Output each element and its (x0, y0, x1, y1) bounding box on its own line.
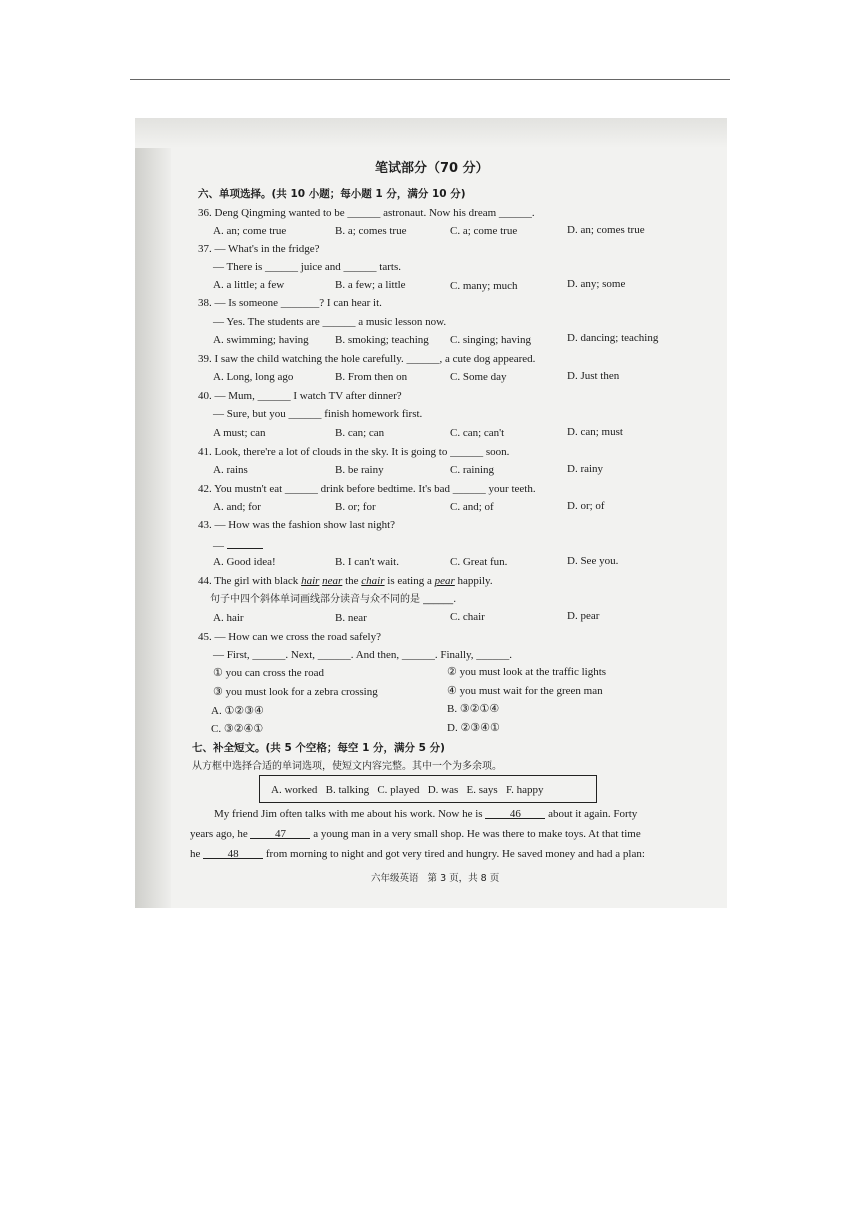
section-title: 笔试部分（70 分） (375, 161, 489, 176)
q45-stem2: — First, ______. Next, ______. And then, ______. Finally, ______. (213, 649, 513, 661)
q42-stem: 42. You mustn't eat ______ drink before bedtime. It's bad ______ your teeth. (198, 483, 536, 495)
q38-stem: 38. — Is someone _______? I can hear it. (198, 297, 382, 309)
passage-text-2b: a young man in a very small shop. He was there to make toys. At that time (313, 828, 641, 840)
q42-opt-c: C. and; of (450, 501, 494, 513)
q39-opt-d: D. Just then (567, 370, 620, 382)
q40-opt-a: A must; can (213, 427, 266, 439)
page-top-rule (130, 79, 730, 80)
q44-word-near: near (322, 575, 343, 587)
q44-opt-c: C. chair (450, 611, 485, 623)
section7-instruction: 从方框中选择合适的单词选项，使短文内容完整。其中一个为多余项。 (192, 761, 502, 772)
q43-opt-a: A. Good idea! (213, 556, 276, 568)
q42-opt-d: D. or; of (567, 500, 605, 512)
q38-opt-a: A. swimming; having (213, 334, 309, 346)
q43-opt-c: C. Great fun. (450, 556, 508, 568)
q44-word-hair: hair (301, 575, 320, 587)
q37-stem2: — There is ______ juice and ______ tarts. (213, 261, 401, 273)
q42-opt-b: B. or; for (335, 501, 376, 513)
q40-stem: 40. — Mum, ______ I watch TV after dinner? (198, 390, 402, 402)
q44-word-chair: chair (361, 575, 385, 587)
q45-opt-b: B. ③②①④ (447, 703, 500, 715)
q40-opt-c: C. can; can't (450, 427, 505, 439)
scan-shadow (135, 118, 171, 908)
blank-46: 46 (485, 808, 545, 819)
q41-opt-a: A. rains (213, 464, 248, 476)
q39-stem: 39. I saw the child watching the hole carefully. ______, a cute dog appeared. (198, 353, 536, 365)
passage-text-1a: My friend Jim often talks with me about his work. Now he is (214, 808, 483, 820)
scan-shadow-top (135, 118, 727, 148)
q43-opt-d: D. See you. (567, 555, 619, 567)
q45-sub-3: ③ you must look for a zebra crossing (213, 686, 378, 698)
q43-opt-b: B. I can't wait. (335, 556, 399, 568)
q40-opt-b: B. can; can (335, 427, 385, 439)
q36-opt-b: B. a; comes true (335, 225, 407, 237)
q44-word-pear: pear (434, 575, 455, 587)
q41-opt-d: D. rainy (567, 463, 604, 475)
q44-text-4: happily. (454, 575, 493, 587)
q37-stem: 37. — What's in the fridge? (198, 243, 320, 255)
passage-line-2 (190, 828, 641, 841)
q40-stem2: — Sure, but you ______ finish homework first. (213, 408, 423, 420)
q41-stem: 41. Look, there're a lot of clouds in the sky. It is going to ______ soon. (198, 446, 510, 458)
q43-blank (227, 538, 263, 549)
q37-opt-c: C. many; much (450, 280, 518, 292)
q37-opt-b: B. a few; a little (335, 279, 406, 291)
q45-sub-4: ④ you must wait for the green man (447, 685, 603, 697)
q44-opt-a: A. hair (213, 612, 244, 624)
q36-stem: 36. Deng Qingming wanted to be ______ astronaut. Now his dream ______. (198, 207, 535, 219)
q44-stem2: 句子中四个斜体单词画线部分读音与众不同的是 ______. (210, 594, 457, 605)
q41-opt-c: C. raining (450, 464, 494, 476)
blank-47: 47 (250, 828, 310, 839)
passage-line-1 (214, 808, 637, 821)
q37-opt-d: D. any; some (567, 278, 626, 290)
q36-opt-d: D. an; comes true (567, 224, 645, 236)
section6-heading: 六、单项选择。(共 10 小题；每小题 1 分，满分 10 分) (198, 188, 466, 200)
q43-dash: — (213, 540, 224, 552)
q39-opt-c: C. Some day (450, 371, 507, 383)
q45-opt-c: C. ③②④① (211, 723, 264, 735)
passage-line-3 (190, 848, 645, 861)
q39-opt-b: B. From then on (335, 371, 408, 383)
q45-stem: 45. — How can we cross the road safely? (198, 631, 381, 643)
q44-opt-b: B. near (335, 612, 367, 624)
q44-stem (198, 575, 493, 588)
q38-opt-b: B. smoking; teaching (335, 334, 429, 346)
passage-text-3a: he (190, 848, 201, 860)
word-box-options: A. worked B. talking C. played D. was E. says F. happy (271, 784, 544, 796)
blank-48: 48 (203, 848, 263, 859)
q40-opt-d: D. can; must (567, 426, 623, 438)
q41-opt-b: B. be rainy (335, 464, 384, 476)
q39-opt-a: A. Long, long ago (213, 371, 294, 383)
q45-sub-1: ① you can cross the road (213, 667, 324, 679)
q45-opt-d: D. ②③④① (447, 722, 500, 734)
q45-sub-2: ② you must look at the traffic lights (447, 666, 607, 678)
q44-text-2: the (342, 575, 362, 587)
page-footer: 六年级英语 第 3 页，共 8 页 (371, 873, 500, 884)
q36-opt-a: A. an; come true (213, 225, 287, 237)
q36-opt-c: C. a; come true (450, 225, 518, 237)
passage-text-1b: about it again. Forty (548, 808, 638, 820)
q38-stem2: — Yes. The students are ______ a music lesson now. (213, 316, 447, 328)
section7-heading: 七、补全短文。(共 5 个空格；每空 1 分，满分 5 分) (192, 742, 445, 754)
q42-opt-a: A. and; for (213, 501, 261, 513)
q44-opt-d: D. pear (567, 610, 600, 622)
q45-opt-a: A. ①②③④ (211, 705, 264, 717)
q43-stem2 (213, 538, 263, 553)
q43-stem: 43. — How was the fashion show last night? (198, 519, 396, 531)
q38-opt-d: D. dancing; teaching (567, 332, 659, 344)
q37-opt-a: A. a little; a few (213, 279, 285, 291)
passage-text-2a: years ago, he (190, 828, 248, 840)
passage-text-3b: from morning to night and got very tired and hungry. He saved money and had a plan: (265, 848, 645, 860)
q38-opt-c: C. singing; having (450, 334, 531, 346)
q44-text-1: 44. The girl with black (198, 575, 302, 587)
q44-text-3: is eating a (384, 575, 435, 587)
